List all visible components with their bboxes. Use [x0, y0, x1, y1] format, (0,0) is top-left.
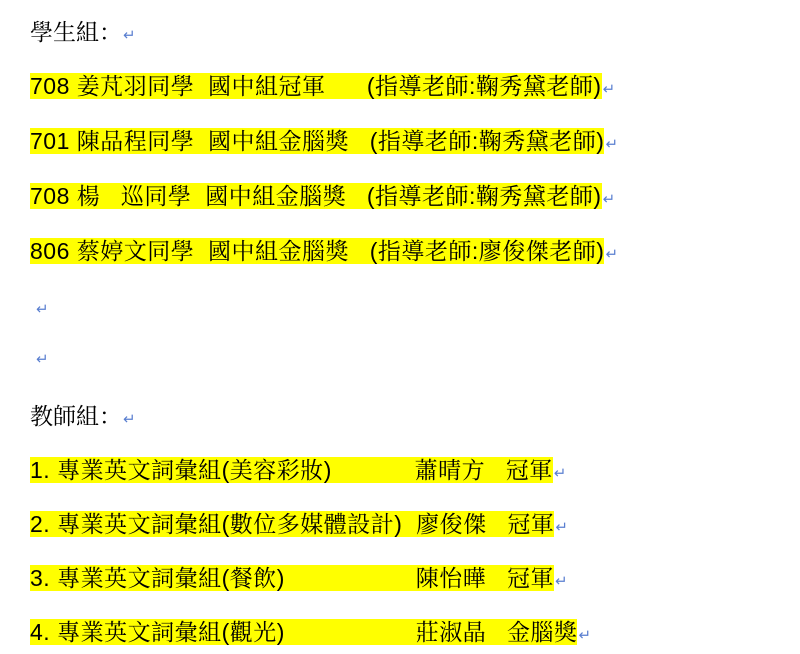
- teacher-section-heading: [30, 402, 780, 434]
- student-section-heading: [30, 18, 780, 50]
- student-row-text: 701 陳品程同學 國中組金腦獎 (指導老師:鞠秀黛老師): [30, 128, 605, 154]
- teacher-row: [30, 456, 780, 488]
- student-row: [30, 127, 780, 159]
- student-row-text: 806 蔡婷文同學 國中組金腦獎 (指導老師:廖俊傑老師): [30, 238, 605, 264]
- empty-paragraph: [30, 292, 780, 320]
- teacher-row: [30, 618, 780, 650]
- teacher-row-text: 4. 專業英文詞彙組(觀光) 莊淑晶 金腦獎: [30, 619, 578, 645]
- pilcrow-mark: ↵: [554, 573, 568, 590]
- section-spacer: [30, 392, 780, 402]
- teacher-row-text: 2. 專業英文詞彙組(數位多媒體設計) 廖俊傑 冠軍: [30, 511, 555, 537]
- teacher-row: [30, 510, 780, 542]
- pilcrow-mark: ↵: [605, 246, 619, 263]
- pilcrow-mark: ↵: [578, 627, 592, 644]
- student-row-text: 708 楊 巡同學 國中組金腦獎 (指導老師:鞠秀黛老師): [30, 183, 602, 209]
- student-row-text: 708 姜芃羽同學 國中組冠軍 (指導老師:鞠秀黛老師): [30, 73, 602, 99]
- teacher-row: [30, 564, 780, 596]
- pilcrow-mark: ↵: [553, 465, 567, 482]
- pilcrow-mark: ↵: [36, 301, 49, 318]
- pilcrow-mark: ↵: [123, 27, 136, 44]
- pilcrow-mark: ↵: [36, 351, 49, 368]
- student-row: [30, 237, 780, 269]
- pilcrow-mark: ↵: [123, 411, 136, 428]
- teacher-row-text: 3. 專業英文詞彙組(餐飲) 陳怡曄 冠軍: [30, 565, 554, 591]
- empty-paragraph: [30, 342, 780, 370]
- student-row: [30, 182, 780, 214]
- pilcrow-mark: ↵: [555, 519, 568, 536]
- pilcrow-mark: ↵: [602, 81, 616, 98]
- student-section-heading-text: 學生組：: [30, 19, 122, 45]
- teacher-row-text: 1. 專業英文詞彙組(美容彩妝) 蕭晴方 冠軍: [30, 457, 553, 483]
- pilcrow-mark: ↵: [602, 191, 616, 208]
- teacher-section-heading-text: 教師組：: [30, 403, 122, 429]
- pilcrow-mark: ↵: [605, 136, 619, 153]
- student-row: [30, 72, 780, 104]
